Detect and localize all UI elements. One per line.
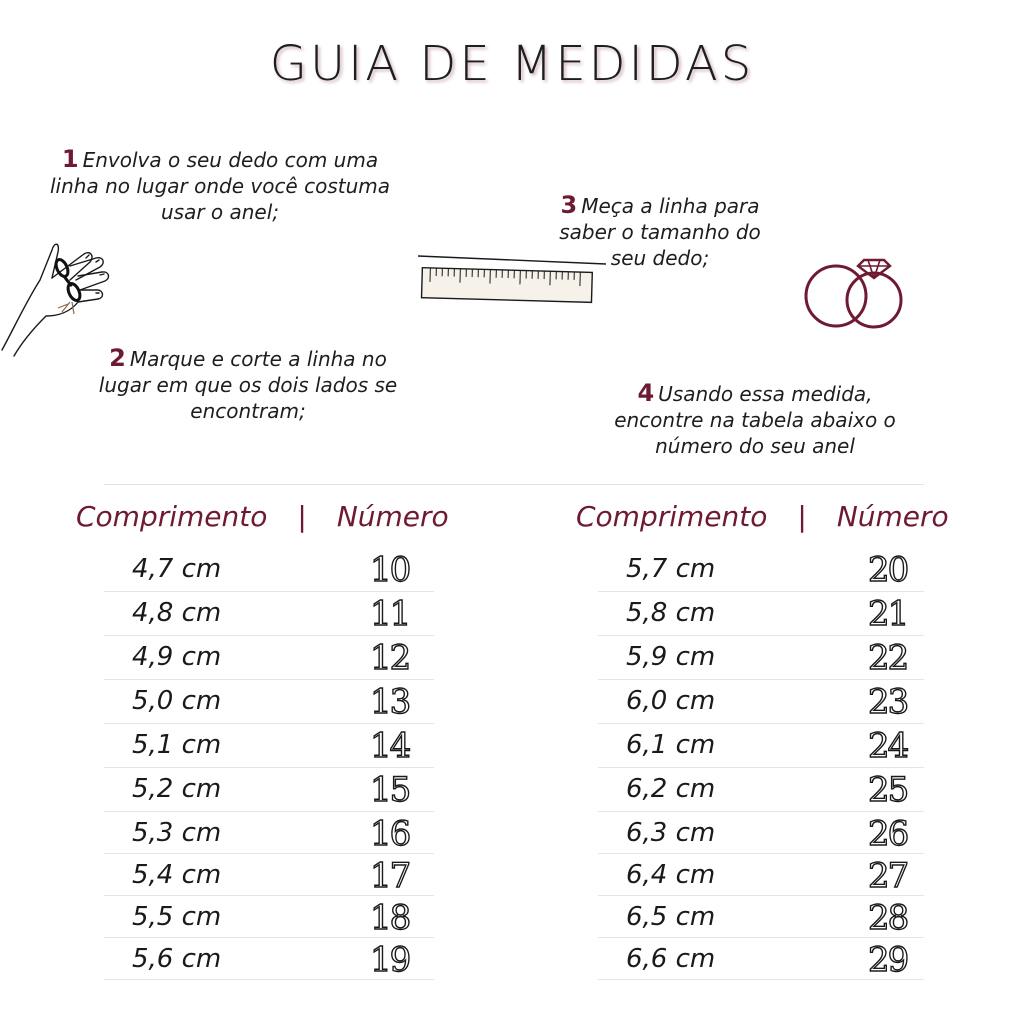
header-length: Comprimento <box>576 500 768 533</box>
length-cell: 5,0 cm <box>132 686 222 716</box>
header-number: Número <box>336 500 449 533</box>
step-1 <box>40 146 400 225</box>
step-4-number: 4 <box>637 379 655 407</box>
size-cell: 11 <box>370 594 410 634</box>
section-divider <box>104 484 924 485</box>
table-row <box>598 768 924 812</box>
step-4-text: Usando essa medida, encontre na tabela abaixo o número do seu anel <box>614 382 896 458</box>
table-row <box>598 636 924 680</box>
size-cell: 25 <box>868 770 908 810</box>
table-row <box>598 812 924 854</box>
size-cell: 26 <box>868 814 908 854</box>
length-cell: 4,9 cm <box>132 642 222 672</box>
length-cell: 6,2 cm <box>626 774 716 804</box>
size-cell: 28 <box>868 898 908 938</box>
size-cell: 23 <box>868 682 908 722</box>
length-cell: 6,5 cm <box>626 902 716 932</box>
header-number: Número <box>836 500 949 533</box>
step-1-number: 1 <box>61 145 79 173</box>
table-row <box>104 896 434 938</box>
table-row <box>104 724 434 768</box>
table-row <box>598 896 924 938</box>
length-cell: 5,7 cm <box>626 554 716 584</box>
hand-with-string-icon <box>0 232 120 362</box>
length-cell: 5,8 cm <box>626 598 716 628</box>
size-cell: 20 <box>868 550 908 590</box>
size-cell: 13 <box>370 682 410 722</box>
step-2-number: 2 <box>109 344 126 372</box>
table-row <box>104 938 434 980</box>
length-cell: 5,4 cm <box>132 860 222 890</box>
rings-icon <box>800 246 910 336</box>
size-cell: 22 <box>868 638 908 678</box>
size-cell: 10 <box>370 550 410 590</box>
step-3-number: 3 <box>560 191 578 219</box>
length-cell: 5,3 cm <box>132 818 222 848</box>
table-row <box>598 548 924 592</box>
length-cell: 6,1 cm <box>626 730 716 760</box>
step-1-text: Envolva o seu dedo com uma linha no lugar onde você costuma usar o anel; <box>49 148 391 224</box>
length-cell: 6,3 cm <box>626 818 716 848</box>
size-cell: 19 <box>370 940 410 980</box>
size-cell: 14 <box>370 726 410 766</box>
table-row <box>104 854 434 896</box>
table-row <box>598 854 924 896</box>
step-2 <box>98 345 398 424</box>
length-cell: 5,6 cm <box>132 944 222 974</box>
step-2-text: Marque e corte a linha no lugar em que os dois lados se encontram; <box>98 347 398 423</box>
header-length: Comprimento <box>76 500 268 533</box>
table-row <box>104 592 434 636</box>
left-column-header <box>76 500 449 533</box>
length-cell: 5,5 cm <box>132 902 222 932</box>
step-4 <box>600 380 910 459</box>
right-column-header <box>576 500 949 533</box>
step-3 <box>540 192 780 271</box>
size-cell: 17 <box>370 856 410 896</box>
table-row <box>104 812 434 854</box>
length-cell: 5,2 cm <box>132 774 222 804</box>
left-size-table <box>104 548 434 980</box>
size-cell: 29 <box>868 940 908 980</box>
table-row <box>104 768 434 812</box>
size-cell: 18 <box>370 898 410 938</box>
table-row <box>598 680 924 724</box>
header-separator: | <box>297 500 307 533</box>
size-cell: 24 <box>868 726 908 766</box>
header-separator: | <box>797 500 807 533</box>
size-cell: 27 <box>868 856 908 896</box>
table-row <box>104 636 434 680</box>
length-cell: 4,7 cm <box>132 554 222 584</box>
table-row <box>598 938 924 980</box>
length-cell: 6,6 cm <box>626 944 716 974</box>
right-size-table <box>598 548 924 980</box>
length-cell: 5,1 cm <box>132 730 222 760</box>
size-cell: 12 <box>370 638 410 678</box>
length-cell: 6,0 cm <box>626 686 716 716</box>
table-row <box>598 724 924 768</box>
table-row <box>598 592 924 636</box>
size-cell: 15 <box>370 770 410 810</box>
page-title: GUIA DE MEDIDAS <box>269 36 755 92</box>
length-cell: 4,8 cm <box>132 598 222 628</box>
step-3-text: Meça a linha para saber o tamanho do seu dedo; <box>559 194 761 270</box>
size-cell: 16 <box>370 814 410 854</box>
length-cell: 6,4 cm <box>626 860 716 890</box>
length-cell: 5,9 cm <box>626 642 716 672</box>
table-row <box>104 548 434 592</box>
table-row <box>104 680 434 724</box>
size-cell: 21 <box>868 594 908 634</box>
